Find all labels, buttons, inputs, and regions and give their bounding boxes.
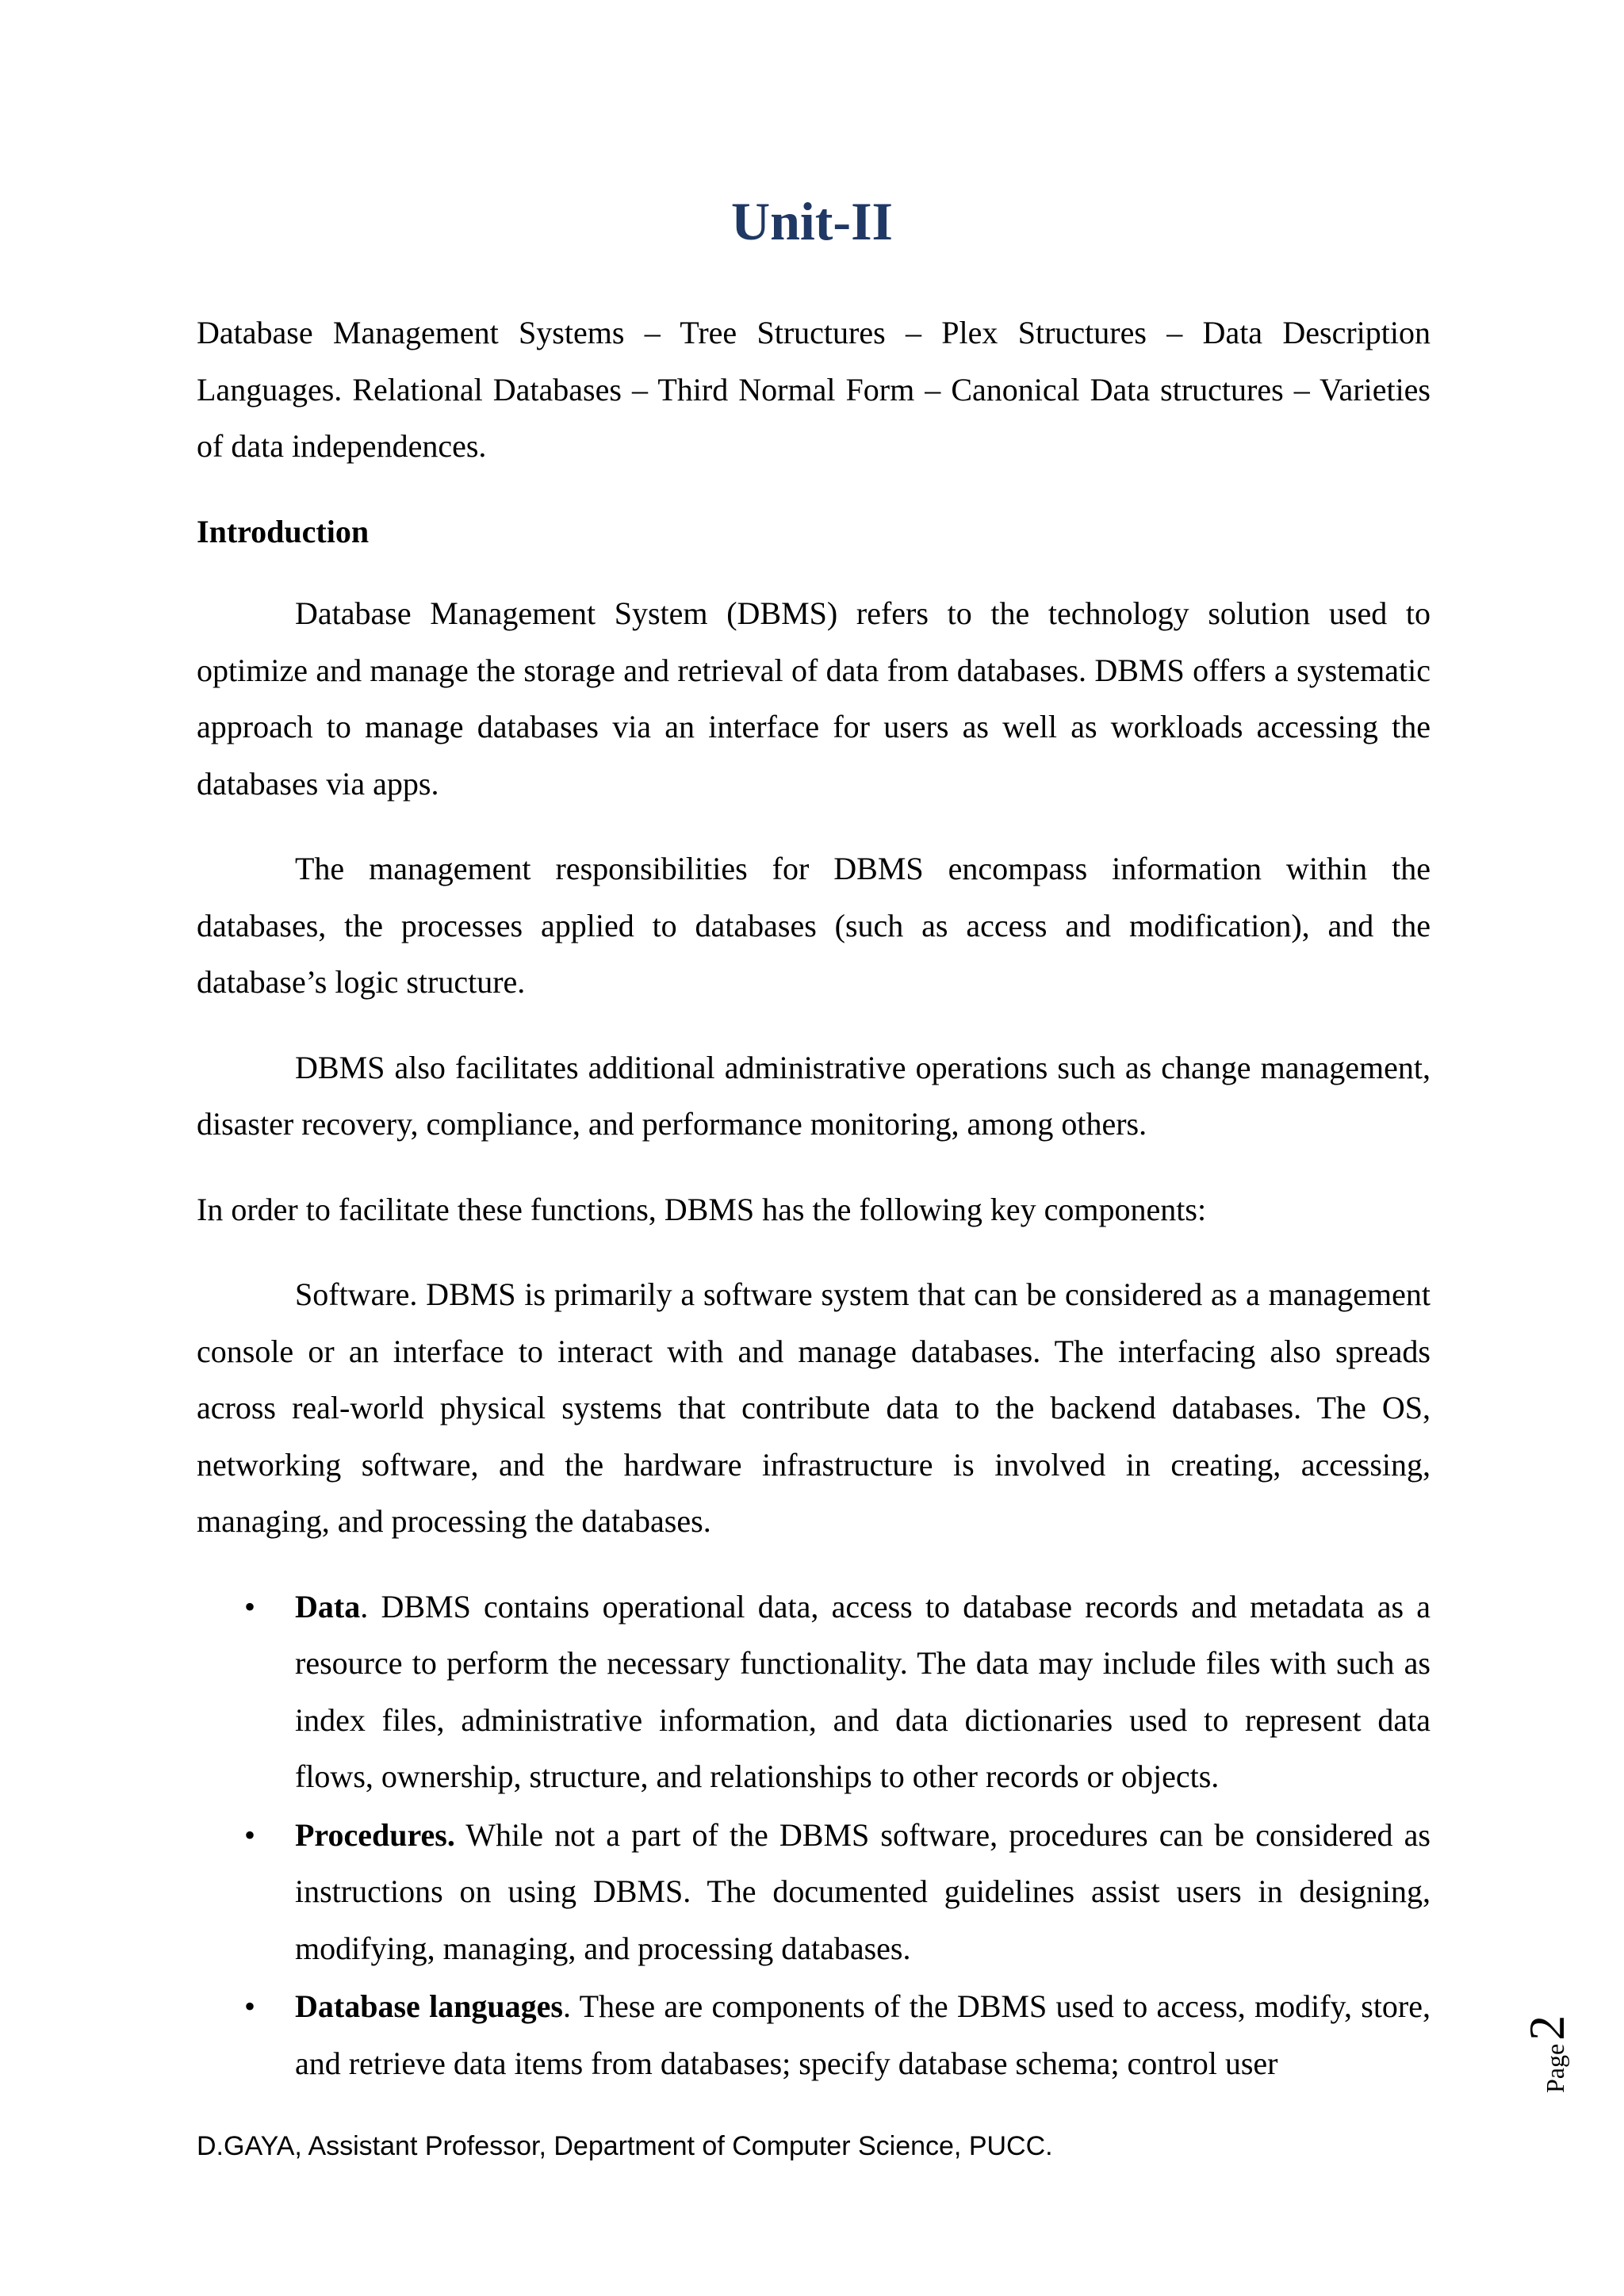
list-item-procedures — [197, 1807, 1431, 1977]
paragraph-administrative-operations: DBMS also facilitates additional administrative operations such as change management, disaster recovery, compliance, and performance monitoring, among others. — [197, 1049, 1431, 1142]
paragraph-dbms-definition: Database Management System (DBMS) refers to the technology solution used to optimize and manage the storage and retrieval of data from databases. DBMS offers a systematic approach to manage databases via an interface for users as well as workloads accessing the databases via apps. — [197, 595, 1431, 802]
page-label: Page — [1541, 2043, 1569, 2093]
syllabus-paragraph: Database Management Systems – Tree Structures – Plex Structures – Data Description Languages. Relational Databases – Third Normal Form – Canonical Data structures – Varieties of data independences. — [197, 315, 1431, 464]
component-description: While not a part of the DBMS software, procedures can be considered as instructions on using DBMS. The documented guidelines assist users in designing, modifying, managing, and processing databases. — [295, 1816, 1431, 1966]
introduction-heading: Introduction — [197, 513, 370, 549]
page-footer: D.GAYA, Assistant Professor, Department of Computer Science, PUCC. — [197, 2131, 1053, 2161]
page-number-marker — [1513, 1982, 1592, 2109]
bullet-icon: • — [244, 1588, 256, 1624]
paragraph-management-responsibilities: The management responsibilities for DBMS encompass information within the databases, the processes applied to databases (such as access and modification), and the database’s logic structure. — [197, 851, 1431, 1000]
paragraph-key-components-intro: In order to facilitate these functions, DBMS has the following key components: — [197, 1191, 1207, 1227]
bullet-icon: • — [244, 1816, 256, 1853]
page-title: Unit-II — [730, 191, 894, 251]
list-item-database-languages — [197, 1978, 1431, 2091]
list-item-data — [197, 1578, 1431, 1805]
bullet-icon: • — [244, 1988, 256, 2024]
document-body — [197, 304, 1431, 2093]
component-description: . These are components of the DBMS used to access, modify, store, and retrieve data items from databases; specify database schema; control user — [295, 1988, 1431, 2081]
components-list — [197, 1578, 1431, 2092]
page-number: 2 — [1519, 2015, 1575, 2041]
component-description: . DBMS contains operational data, access to database records and metadata as a resource to perform the necessary functionality. The data may include files with such as index files, administrative information, and data dictionaries used to represent data flows, ownership, structure, and relationships to other records or objects. — [295, 1588, 1431, 1794]
component-term: Procedures. — [295, 1816, 455, 1853]
component-term: Data — [295, 1588, 361, 1624]
component-term: Database languages — [295, 1988, 563, 2024]
paragraph-software: Software. DBMS is primarily a software system that can be considered as a management console or an interface to interact with and manage databases. The interfacing also spreads across real-world physical systems that contribute data to the backend databases. The OS, networking software, and the hardware infrastructure is involved in creating, accessing, managing, and processing the databases. — [197, 1276, 1431, 1539]
